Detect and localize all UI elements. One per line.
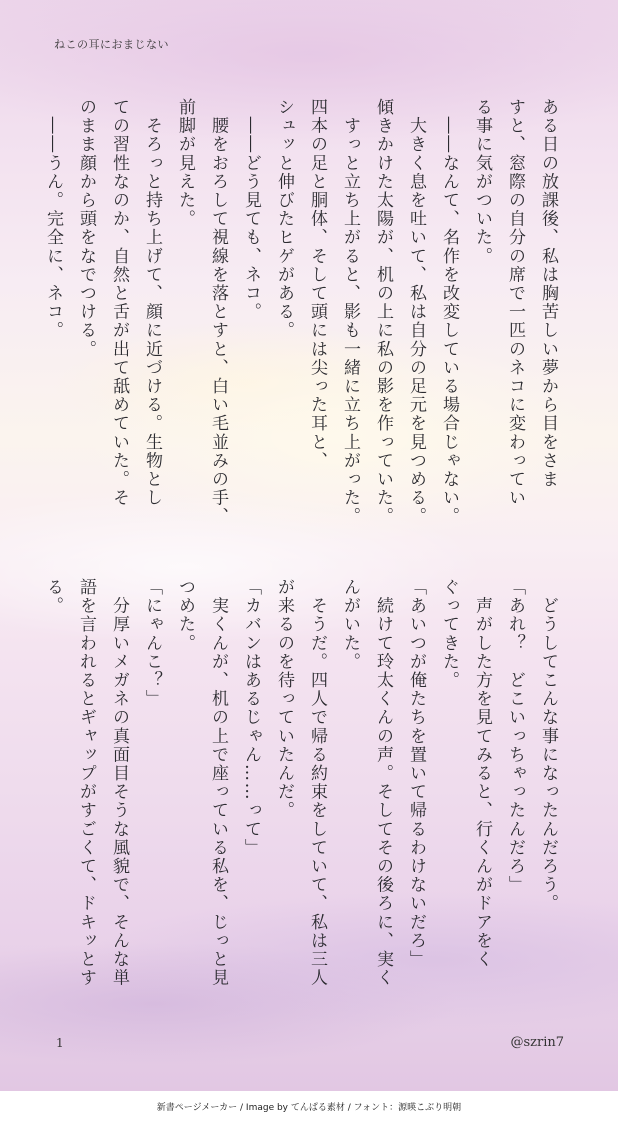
body-text-bottom-block: どうしてこんな事になったんだろう。 「あれ？ どこいっちゃったんだろ」 声がした方を見てみると、行くんがドアをく ぐってきた。 「あいつが俺たちを置いて帰るわけないだろ」 続けて玲太くんの声。そしてその後ろに、実く んがいた。 そうだ。四人で帰る約束をしていて、私は三人 が来るのを待っていたんだ。 「カバンはあるじゃん……って」 実くんが、机の上で座っている私を、じっと見 つめた。 「にゃんこ？」 分厚いメガネの真面目そうな風貌で、そんな単 語を言われるとギャップがすごくて、ドキッとす る。 xyxy=(43,578,558,988)
author-handle: @szrin7 xyxy=(510,1035,564,1050)
book-title-header: ねこの耳におまじない xyxy=(54,38,169,51)
body-text-top-block: ある日の放課後、私は胸苦しい夢から目をさま すと、窓際の自分の席で一匹のネコに変わってい る事に気がついた。 ――なんて、名作を改変している場合じゃない。 大きく息を吐いて、私は自分の足元を見つめる。 傾きかけた太陽が、机の上に私の影を作っていた。 すっと立ち上がると、影も一緒に立ち上がった。 四本の足と胴体、そして頭には尖った耳と、 シュッと伸びたヒゲがある。 ――どう見ても、ネコ。 腰をおろして視線を落とすと、白い毛並みの手、 前脚が見えた。 そろっと持ち上げて、顔に近づける。生物とし ての習性なのか、自然と舌が出て舐めていた。そ のまま顔から頭をなでつける。 ――うん。完全に、ネコ。 xyxy=(43,98,558,526)
page-number: 1 xyxy=(56,1036,64,1050)
credit-line: 新書ページメーカー / Image by てんぱる素材 / フォント：源暎こぶり明朝 xyxy=(156,1103,462,1113)
